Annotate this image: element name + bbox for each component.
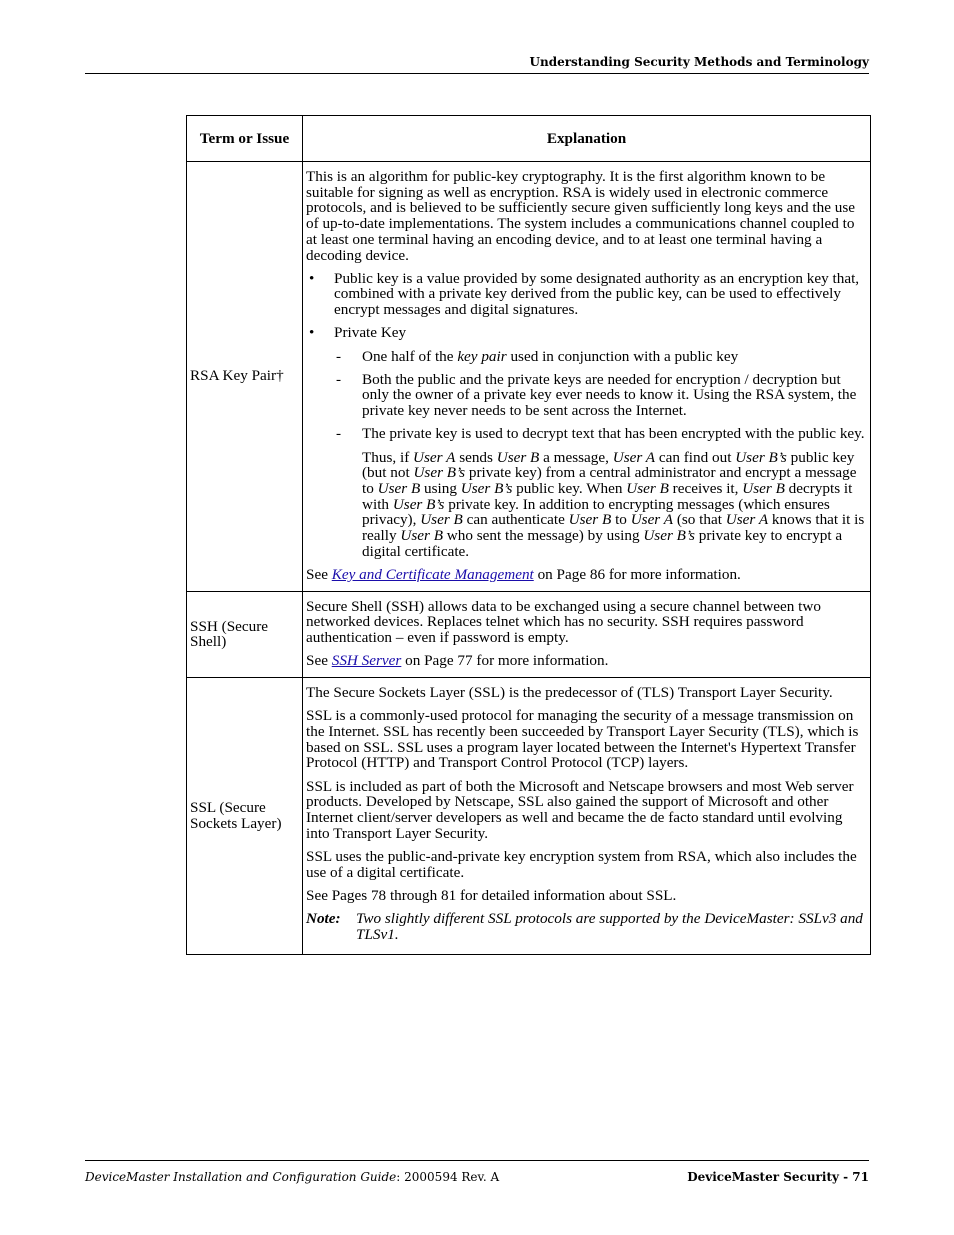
- rsa-dash-key-pair-post: used in conjunction with a public key: [506, 347, 739, 365]
- explanation-ssh: [303, 591, 871, 677]
- text-run: private key. In addition to encrypting messages (which ensures privacy),: [362, 495, 830, 529]
- table-row-ssl: [187, 677, 871, 954]
- footer-page-label: DeviceMaster Security - 71: [687, 1170, 869, 1184]
- term-ssl: SSL (Secure Sockets Layer): [187, 677, 303, 954]
- rsa-dash-both-keys: - Both the public and the private keys are needed for encryption / decryption but only the owner of a private key ever needs to know it. Using the RSA system, the private key never needs to be sent across the Internet.: [306, 372, 865, 419]
- footer-rule: [85, 1160, 869, 1161]
- rsa-dash-decrypt: - The private key is used to decrypt text that has been encrypted with the public key.: [306, 426, 865, 442]
- text-run: using: [420, 479, 461, 497]
- user-name-run: User B: [626, 479, 669, 497]
- ssl-paragraph-5: See Pages 78 through 81 for detailed information about SSL.: [306, 886, 677, 904]
- footer-doc-rev: : 2000594 Rev. A: [396, 1170, 500, 1184]
- user-name-run: User B’s: [392, 495, 445, 513]
- column-header-explanation: Explanation: [303, 116, 871, 162]
- user-name-run: User B’s: [413, 464, 466, 482]
- text-run: Thus, if: [362, 448, 414, 466]
- ssl-paragraph-4: SSL uses the public-and-private key encryption system from RSA, which also includes the use of a digital certificate.: [306, 847, 857, 881]
- user-name-run: User B: [742, 479, 785, 497]
- footer-doc-title: DeviceMaster Installation and Configuration Guide: [85, 1170, 397, 1184]
- explanation-ssl: [303, 677, 871, 954]
- running-header-title: Understanding Security Methods and Terminology: [529, 55, 869, 69]
- text-run: can find out: [655, 448, 736, 466]
- text-run: public key (but not: [362, 448, 855, 482]
- ssh-see-pre: See: [306, 652, 332, 670]
- user-name-run: User B: [400, 527, 443, 545]
- ssh-server-link[interactable]: SSH Server: [331, 652, 402, 670]
- explanation-rsa: [303, 162, 871, 592]
- user-name-run: User A: [630, 511, 674, 529]
- ssl-paragraph-2: SSL is a commonly-used protocol for managing the security of a message transmission on the Internet. SSL has recently been succeeded by Transport Layer Security (TLS), which is based on SSL. SSL uses a program layer located between the Internet's Hypertext Transfer Protocol (HTTP) and Transport Control Protocol (TCP) layers.: [306, 707, 859, 772]
- text-run: (so that: [673, 511, 726, 529]
- text-run: knows that it is really: [362, 511, 865, 545]
- rsa-bullet-public-key: • Public key is a value provided by some designated authority as an encryption key that, combined with a private key derived from the public key, can be used to effectively encrypt messages and digital signatures.: [306, 271, 865, 318]
- ssh-intro: Secure Shell (SSH) allows data to be exchanged using a secure channel between two networked devices. Replaces telnet which has no security. SSH requires password authentication – even if password is empty.: [306, 597, 821, 647]
- rsa-see-pre: See: [306, 565, 332, 583]
- ssl-paragraph-3: SSL is included as part of both the Microsoft and Netscape browsers and most Web server products. Developed by Netscape, SSL also gained the support of Microsoft and other Internet client/server developers as well and became the de facto standard until evolving into Transport Layer Security.: [306, 777, 854, 842]
- user-name-run: User B’s: [460, 479, 513, 497]
- ssl-note: [306, 911, 865, 942]
- text-run: a message,: [539, 448, 613, 466]
- rsa-see-post: on Page 86 for more information.: [533, 565, 741, 583]
- table-row-rsa: [187, 162, 871, 592]
- ssh-see-post: on Page 77 for more information.: [401, 652, 609, 670]
- column-header-term: Term or Issue: [187, 116, 303, 162]
- term-ssh: SSH (Secure Shell): [187, 591, 303, 677]
- text-run: decrypts it with: [362, 479, 853, 513]
- ssh-see-reference: [306, 653, 865, 669]
- ssl-paragraph-1: The Secure Sockets Layer (SSL) is the predecessor of (TLS) Transport Layer Security.: [306, 683, 833, 701]
- text-run: can authenticate: [462, 511, 569, 529]
- rsa-see-reference: [306, 567, 865, 583]
- user-name-run: User B: [496, 448, 540, 466]
- user-name-run: User B: [420, 511, 463, 529]
- user-name-run: User A: [725, 511, 769, 529]
- rsa-intro: This is an algorithm for public-key cryptography. It is the first algorithm known to be suitable for signing as well as encryption. RSA is widely used in electronic commerce protocols, and is believed to be sufficiently secure given sufficiently long keys and the use of up-to-date implementations. The system includes a communications channel coupled to at least one terminal having an encoding device, and to at least one terminal having a decoding device.: [306, 168, 856, 264]
- user-name-run: User B: [377, 479, 421, 497]
- header-rule: [85, 73, 869, 74]
- text-run: private key) from a central administrator and encrypt a message to: [362, 464, 857, 497]
- text-run: receives it,: [668, 479, 743, 497]
- note-text: Two slightly different SSL protocols are supported by the DeviceMaster: SSLv3 and TLSv1.: [356, 909, 863, 943]
- table-header-row: [187, 116, 871, 162]
- table-row-ssh: [187, 591, 871, 677]
- terminology-table: [186, 115, 871, 955]
- text-run: public key. When: [512, 479, 627, 497]
- user-name-run: User B’s: [735, 448, 787, 466]
- text-run: who sent the message) by using: [442, 527, 644, 545]
- rsa-example-paragraph: [306, 450, 865, 560]
- text-run: sends: [455, 448, 497, 466]
- text-run: private key to encrypt a digital certificate.: [362, 527, 843, 560]
- user-name-run: User A: [612, 448, 656, 466]
- rsa-dash-key-pair: [306, 349, 865, 365]
- user-name-run: User B’s: [643, 527, 695, 545]
- rsa-bullet-private-key: • Private Key: [306, 325, 865, 341]
- user-name-run: User B: [568, 511, 612, 529]
- term-rsa-key-pair: RSA Key Pair†: [187, 162, 303, 592]
- rsa-dash-key-pair-em: key pair: [457, 347, 507, 365]
- text-run: to: [611, 511, 631, 529]
- user-name-run: User A: [413, 448, 456, 466]
- rsa-dash-key-pair-pre: One half of the: [362, 347, 458, 365]
- key-certificate-management-link[interactable]: Key and Certificate Management: [331, 565, 534, 583]
- note-label: Note:: [306, 909, 341, 927]
- footer-document-info: [85, 1170, 499, 1184]
